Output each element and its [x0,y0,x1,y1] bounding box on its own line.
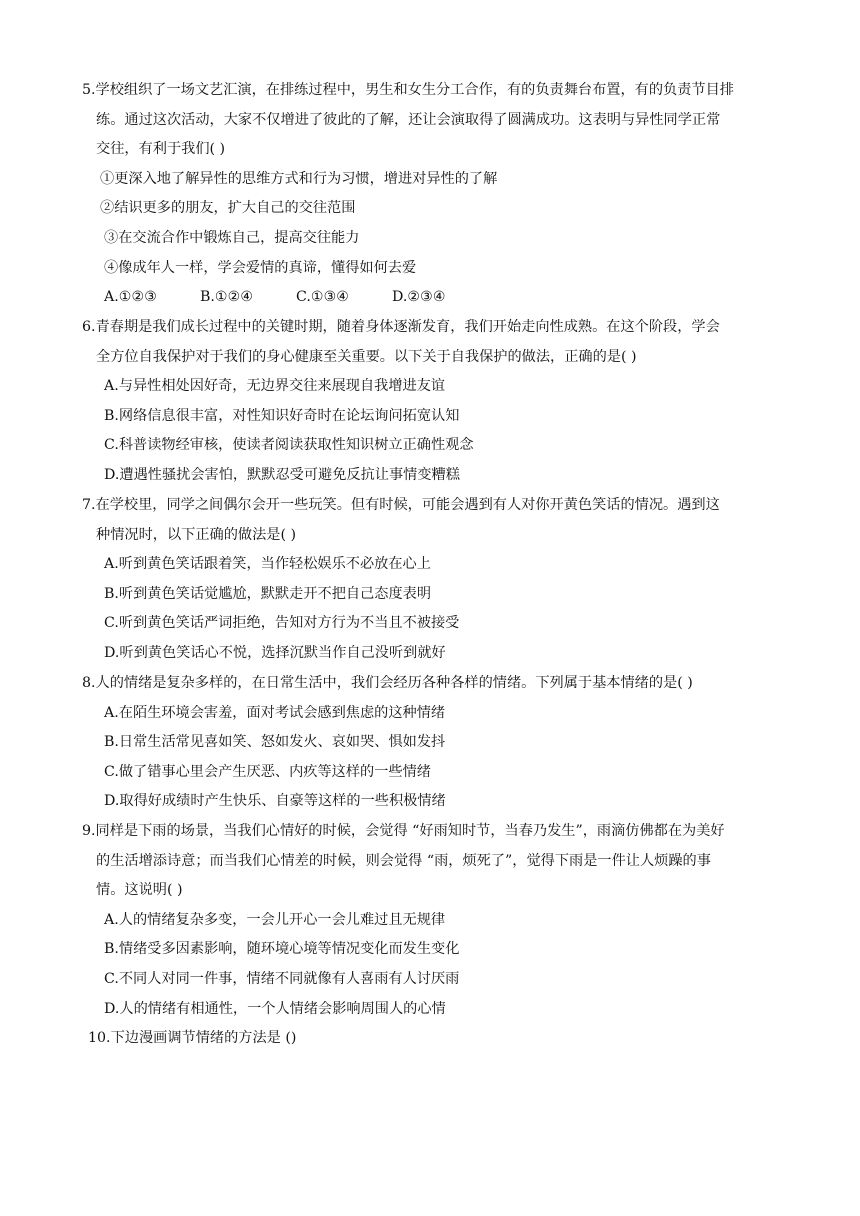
option-a[interactable]: A.听到黄色笑话跟着笑，当作轻松娱乐不必放在心上 [104,556,431,573]
answer-options [78,283,784,313]
question-stem-line: 种情况时，以下正确的做法是( ) [96,526,297,543]
question-stem-line: 全方位自我保护对于我们的身心健康至关重要。以下关于自我保护的做法，正确的是( ) [96,348,637,365]
option-d[interactable]: D.②③④ [392,289,446,306]
option-d[interactable]: D.遭遇性骚扰会害怕，默默忍受可避免反抗让事情变糟糕 [104,466,460,483]
option-b[interactable]: B.情绪受多因素影响，随环境心境等情况变化而发生变化 [104,941,460,958]
option-d[interactable]: D.听到黄色笑话心不悦，选择沉默当作自己没听到就好 [104,644,446,661]
question-8 [78,669,784,817]
statement-4: ④像成年人一样，学会爱情的真谛，懂得如何去爱 [104,259,417,276]
question-stem-line: 6.青春期是我们成长过程中的关键时期，随着身体逐渐发育，我们开始走向性成熟。在这个阶段，学会 [82,319,720,335]
option-d[interactable]: D.取得好成绩时产生快乐、自豪等这样的一些积极情绪 [104,793,446,810]
option-c[interactable]: C.听到黄色笑话严词拒绝，告知对方行为不当且不被接受 [104,615,460,632]
question-stem-line: 情。这说明( ) [96,882,183,899]
option-a[interactable]: A.在陌生环境会害羞，面对考试会感到焦虑的这种情绪 [104,704,446,721]
question-6 [78,313,784,491]
question-stem-line: 7.在学校里，同学之间偶尔会开一些玩笑。但有时候，可能会遇到有人对你开黄色笑话的情况。遇到这 [82,497,720,513]
statement-1: ①更深入地了解异性的思维方式和行为习惯，增进对异性的了解 [100,170,498,187]
question-stem-line: 的生活增添诗意；而当我们心情差的时候，则会觉得 “雨，烦死了”，觉得下雨是一件让人烦躁的事 [96,852,711,869]
option-b[interactable]: B.听到黄色笑话觉尴尬，默默走开不把自己态度表明 [104,585,432,602]
question-stem-line: 交往，有利于我们( ) [96,141,226,158]
option-c[interactable]: C.不同人对同一件事，情绪不同就像有人喜雨有人讨厌雨 [104,970,460,987]
question-7 [78,491,784,669]
question-stem-line: 8.人的情绪是复杂多样的，在日常生活中，我们会经历各种各样的情绪。下列属于基本情绪的是( ) [82,675,693,691]
option-c[interactable]: C.科普读物经审核，使读者阅读获取性知识树立正确性观念 [104,437,474,454]
option-b[interactable]: B.日常生活常见喜如笑、怒如发火、哀如哭、惧如发抖 [104,734,446,751]
statement-2: ②结识更多的朋友，扩大自己的交往范围 [100,200,356,217]
question-stem-line: 练。通过这次活动，大家不仅增进了彼此的了解，还让会演取得了圆满成功。这表明与异性同学正常 [96,111,721,128]
question-5 [78,76,784,313]
option-a[interactable]: A.①②③ [104,289,157,306]
option-c[interactable]: C.做了错事心里会产生厌恶、内疚等这样的一些情绪 [104,763,431,780]
question-stem-line: 5.学校组织了一场文艺汇演，在排练过程中，男生和女生分工合作，有的负责舞台布置，有的负责节目排 [82,82,734,98]
option-b[interactable]: B.网络信息很丰富，对性知识好奇时在论坛询问拓宽认知 [104,407,460,424]
option-c[interactable]: C.①③④ [296,289,350,306]
option-a[interactable]: A.人的情绪复杂多变，一会儿开心一会儿难过且无规律 [104,911,446,928]
question-stem-line: 10.下边漫画调节情绪的方法是 () [88,1030,297,1046]
statement-3: ③在交流合作中锻炼自己，提高交往能力 [104,229,360,246]
option-d[interactable]: D.人的情绪有相通性，一个人情绪会影响周围人的心情 [104,1000,446,1017]
question-10 [78,1024,784,1054]
question-9 [78,817,784,1024]
option-a[interactable]: A.与异性相处因好奇，无边界交往来展现自我增进友谊 [104,378,446,395]
question-stem-line: 9.同样是下雨的场景，当我们心情好的时候，会觉得 “好雨知时节，当春乃发生”，雨滴仿佛都在为美好 [82,823,725,839]
option-b[interactable]: B.①②④ [200,289,254,306]
